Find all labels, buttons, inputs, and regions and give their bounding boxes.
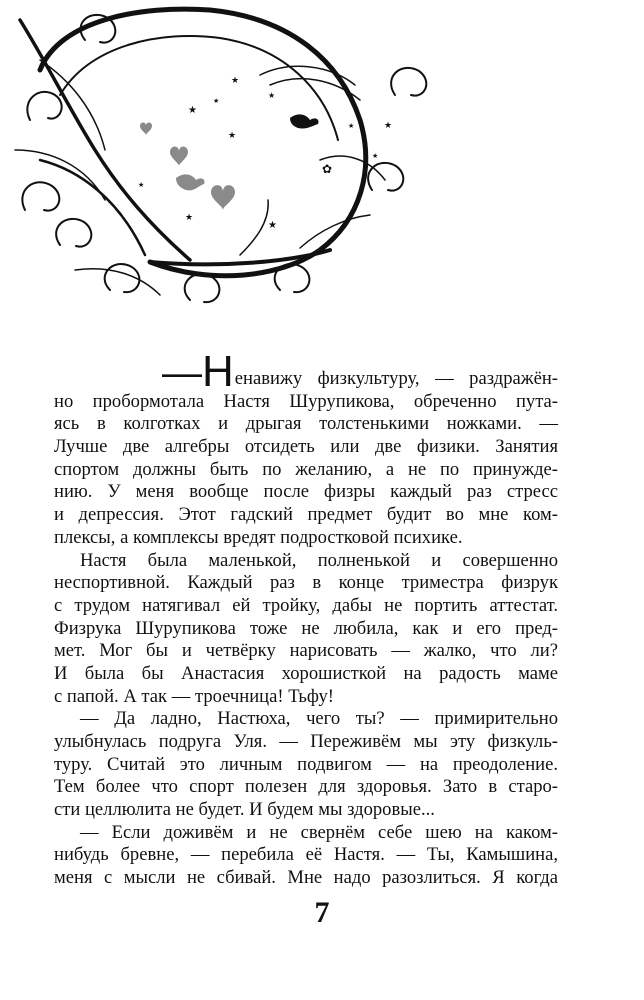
- drop-cap: Н: [202, 347, 234, 396]
- ornament-flourish-4: [15, 150, 105, 200]
- text-line: мет. Мог бы и четвёрку нарисовать — жалко, что ли?: [54, 640, 558, 662]
- ornament-curl-6: [275, 264, 310, 292]
- text-line: улыбнулась подруга Уля. — Переживём мы эту физкуль-: [54, 731, 558, 752]
- star-icon: ★: [138, 181, 145, 189]
- star-icon: ★: [372, 152, 379, 160]
- bird-icon: [290, 114, 319, 128]
- heart-icon: [140, 122, 152, 135]
- star-icon: ★: [228, 131, 237, 141]
- first-line: [54, 347, 558, 396]
- ornament-curl-1: [27, 92, 61, 120]
- opening-dash: —: [162, 351, 202, 395]
- star-icon: ★: [231, 76, 240, 86]
- ornament-curl-2: [22, 182, 59, 210]
- star-icon: ★: [348, 122, 355, 130]
- text-line: нию. У меня вообще после физры каждый раз стресс: [54, 481, 558, 503]
- text-line: сти целлюлита не будет. И будем мы здоровые...: [54, 799, 435, 821]
- text-line: и депрессия. Этот гадский предмет будит во мне ком-: [54, 504, 558, 526]
- text-line: Физрука Шурупикова тоже не любила, как и его пред-: [54, 617, 558, 639]
- text-line: но пробормотала Настя Шурупикова, обреченно пута-: [54, 390, 558, 412]
- text-line: плексы, а комплексы вредят подростковой психике.: [54, 526, 463, 548]
- text-line: туру. Считай это личным подвигом — на преодоление.: [54, 753, 558, 775]
- ornament-flourish-6: [240, 200, 268, 255]
- star-icon: ★: [185, 213, 194, 223]
- text-line: Настя была маленькой, полненькой и совершенно: [80, 549, 558, 571]
- bird-icon: [176, 174, 205, 190]
- star-icon: ★: [268, 220, 277, 231]
- text-line: неспортивной. Каждый раз в конце триместра физрук: [54, 572, 558, 594]
- ornament-curl-5: [185, 274, 220, 302]
- decorative-ornament: [0, 0, 644, 350]
- star-icon: ★: [213, 97, 220, 105]
- star-icon: ✿: [322, 162, 333, 176]
- text-line: с папой. А так — троечница! Тьфу!: [54, 685, 334, 707]
- text-line: меня с мысли не сбивай. Мне надо разозлиться. Я когда: [54, 867, 558, 889]
- star-icon: ★: [268, 91, 276, 100]
- heart-icon: [211, 185, 235, 210]
- text-line: спортом должны быть по желанию, а не по принужде-: [54, 458, 558, 480]
- body-text: [54, 347, 558, 890]
- text-line: И была бы Анастасия хорошисткой на радость маме: [54, 662, 558, 684]
- text-line: Тем более что спорт полезен для здоровья. Зато в старо-: [54, 776, 558, 798]
- page-number: 7: [314, 896, 330, 929]
- text-line: с трудом натягивал ей тройку, дабы не портить аттестат.: [54, 594, 558, 616]
- text-line: ясь в колготках и дрыгая толстенькими ножками. —: [54, 413, 558, 435]
- ornament-flourish-5: [75, 269, 160, 295]
- star-icon: ★: [384, 121, 393, 131]
- first-line-rest: енавижу физкультуру, — раздражён-: [234, 368, 558, 389]
- text-line: — Если доживём и не свернём себе шею на каком-: [80, 821, 558, 843]
- ornament-curl-4: [105, 264, 140, 292]
- text-line: Лучше две алгебры отсидеть или две физики. Занятия: [54, 436, 558, 458]
- ornament-flourish-7: [300, 215, 370, 248]
- ornament-curl-8: [391, 68, 426, 96]
- heart-icon: [170, 147, 188, 166]
- text-line: нибудь бревне, — перебила её Настя. — Ты, Камышина,: [54, 844, 558, 866]
- text-line: — Да ладно, Настюха, чего ты? — примирительно: [80, 708, 558, 730]
- ornament-curl-3: [56, 219, 91, 247]
- star-icon: ★: [188, 105, 197, 116]
